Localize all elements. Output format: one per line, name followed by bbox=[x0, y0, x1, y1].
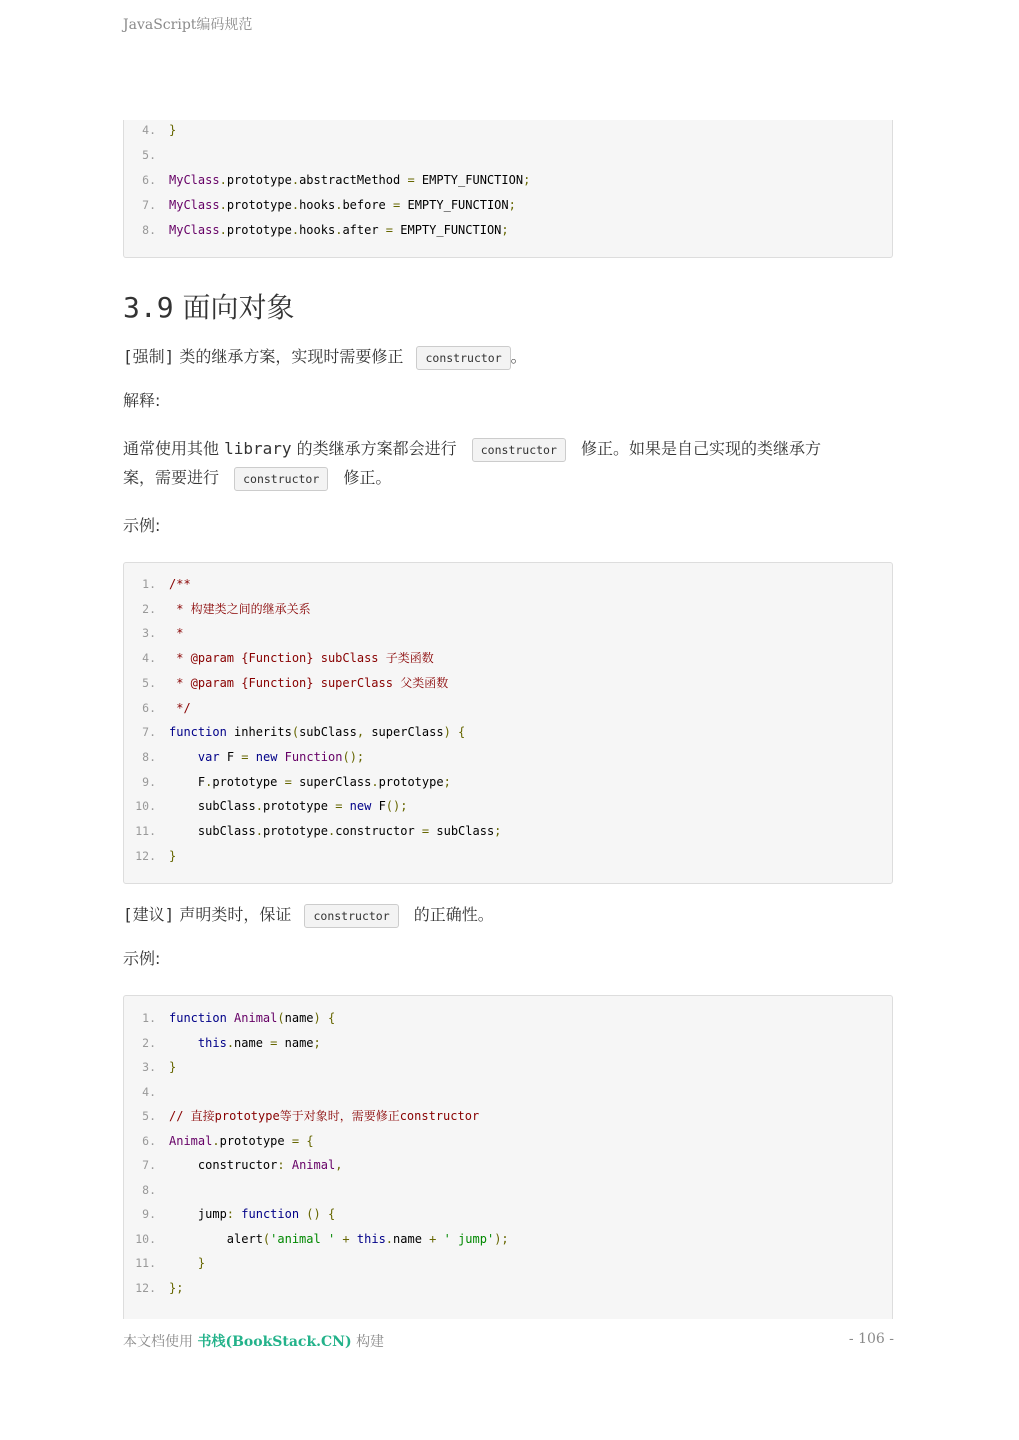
code-text bbox=[169, 1253, 205, 1273]
code-token: prototype bbox=[378, 774, 444, 789]
code-token: (); bbox=[342, 749, 365, 764]
code-token: subClass bbox=[299, 725, 357, 740]
code-block-1 bbox=[123, 120, 893, 258]
code-token: // 直接prototype等于对象时，需要修正constructor bbox=[169, 1109, 480, 1123]
code-text bbox=[169, 1033, 321, 1053]
code-token: = bbox=[335, 799, 343, 814]
code-line bbox=[124, 648, 892, 668]
code-token bbox=[321, 1011, 328, 1025]
code-token: F bbox=[371, 799, 386, 814]
code-line bbox=[124, 796, 892, 816]
code-token: ; bbox=[523, 173, 531, 187]
rule-tag: [强制] bbox=[123, 347, 175, 366]
code-text bbox=[169, 623, 183, 643]
code-line bbox=[124, 1253, 892, 1273]
code-token: ( bbox=[262, 1231, 271, 1246]
code-token: Function bbox=[284, 749, 343, 764]
code-token: . bbox=[291, 198, 300, 212]
line-number: 1. bbox=[142, 1011, 156, 1025]
explain-label: 解释: bbox=[123, 391, 161, 410]
code-token: prototype bbox=[226, 173, 292, 187]
rule-text: 声明类时，保证 bbox=[179, 905, 292, 924]
code-token bbox=[436, 1232, 443, 1246]
code-token: { bbox=[328, 1011, 336, 1025]
line-number: 6. bbox=[142, 700, 156, 715]
code-token: new bbox=[349, 799, 372, 814]
code-text bbox=[169, 599, 311, 619]
code-token: = bbox=[241, 749, 249, 764]
line-number: 12. bbox=[135, 848, 156, 863]
inline-code-constructor: constructor bbox=[234, 467, 328, 491]
code-token: ; bbox=[443, 774, 451, 789]
code-text bbox=[169, 1278, 183, 1298]
code-token: = bbox=[291, 1133, 300, 1148]
explain-text-4: 案，需要进行 bbox=[123, 468, 220, 487]
code-token: this bbox=[356, 1231, 386, 1246]
code-token: after bbox=[342, 223, 386, 237]
code-token: { bbox=[306, 1133, 314, 1148]
code-line bbox=[124, 623, 892, 643]
code-token: prototype bbox=[262, 799, 336, 814]
code-line bbox=[124, 220, 892, 240]
code-token: } bbox=[197, 1256, 206, 1270]
code-token: * @param {Function} subClass 子类函数 bbox=[169, 651, 434, 666]
code-token: name bbox=[277, 1035, 314, 1050]
code-line bbox=[124, 1106, 892, 1126]
code-text bbox=[169, 120, 176, 140]
rule-end: 。 bbox=[510, 347, 527, 366]
code-token: function bbox=[241, 1207, 300, 1221]
code-token: MyClass bbox=[169, 223, 220, 237]
line-number: 4. bbox=[142, 651, 156, 666]
code-token: = bbox=[270, 1035, 278, 1050]
code-token bbox=[169, 1036, 198, 1050]
line-number: 3. bbox=[142, 1060, 156, 1074]
code-token: = bbox=[393, 198, 401, 212]
line-number: 6. bbox=[142, 1133, 156, 1148]
code-line bbox=[124, 145, 892, 165]
line-number: 4. bbox=[142, 123, 156, 137]
code-block-2 bbox=[123, 562, 893, 884]
footer-brand-link[interactable]: 书栈(BookStack.CN) bbox=[197, 1334, 352, 1350]
code-token: function bbox=[169, 1011, 227, 1025]
code-token: ; bbox=[494, 824, 502, 838]
code-token: jump bbox=[169, 1207, 227, 1221]
code-token: ) bbox=[313, 1011, 321, 1025]
code-token: . bbox=[212, 1133, 220, 1148]
code-token: alert bbox=[169, 1231, 263, 1246]
explain-library: library bbox=[224, 439, 292, 458]
code-token: superClass bbox=[291, 774, 372, 789]
explain-text-5: 修正。 bbox=[343, 468, 392, 487]
code-line bbox=[124, 1057, 892, 1077]
line-number: 9. bbox=[142, 1207, 156, 1221]
code-token: . bbox=[255, 799, 263, 814]
code-token: ; bbox=[313, 1035, 321, 1050]
code-line bbox=[124, 1180, 892, 1200]
code-token: F bbox=[219, 749, 242, 764]
code-token: before bbox=[342, 198, 394, 212]
code-text bbox=[169, 1131, 314, 1151]
code-token: name bbox=[284, 1011, 314, 1025]
rule-mandatory bbox=[123, 342, 893, 371]
code-token: subClass bbox=[169, 824, 256, 838]
code-token: name bbox=[234, 1035, 271, 1050]
code-token: ( bbox=[277, 1011, 285, 1025]
code-token: . bbox=[219, 173, 227, 187]
explain-text-2: 的类继承方案都会进行 bbox=[296, 439, 457, 458]
line-number: 10. bbox=[135, 1231, 156, 1246]
code-token: } bbox=[169, 1060, 177, 1074]
line-number: 7. bbox=[142, 1158, 156, 1172]
code-token: . bbox=[371, 774, 379, 789]
line-number: 3. bbox=[142, 626, 156, 641]
document-header: JavaScript编码规范 bbox=[123, 17, 253, 33]
section-title: 面向对象 bbox=[182, 291, 295, 324]
code-token: constructor bbox=[169, 1158, 278, 1172]
section-heading bbox=[123, 286, 295, 326]
code-line bbox=[124, 821, 892, 841]
code-token: subClass bbox=[429, 824, 495, 838]
code-line bbox=[124, 722, 892, 742]
code-block-3 bbox=[123, 995, 893, 1319]
code-token: (); bbox=[385, 799, 408, 814]
section-number: 3.9 bbox=[123, 291, 174, 324]
code-token: prototype bbox=[226, 198, 292, 212]
code-token: } bbox=[169, 848, 177, 863]
code-token: . bbox=[335, 223, 343, 237]
line-number: 8. bbox=[142, 223, 156, 237]
code-token: name bbox=[393, 1231, 430, 1246]
code-text bbox=[169, 1057, 176, 1077]
code-token: EMPTY_FUNCTION bbox=[393, 223, 502, 237]
line-number: 9. bbox=[142, 774, 156, 789]
code-token: abstractMethod bbox=[299, 173, 408, 187]
line-number: 5. bbox=[142, 1109, 156, 1123]
code-line bbox=[124, 574, 892, 594]
code-token bbox=[285, 1158, 292, 1172]
line-number: 11. bbox=[135, 824, 156, 838]
code-text bbox=[169, 796, 407, 816]
inline-code-constructor: constructor bbox=[472, 438, 566, 462]
code-line bbox=[124, 120, 892, 140]
code-token: ' jump' bbox=[443, 1231, 495, 1246]
code-text bbox=[169, 673, 448, 693]
code-token: . bbox=[385, 1231, 394, 1246]
code-token: ) bbox=[443, 725, 451, 740]
code-token: EMPTY_FUNCTION bbox=[400, 198, 509, 212]
code-token: var bbox=[197, 749, 220, 764]
code-token bbox=[249, 750, 256, 764]
code-text bbox=[169, 772, 451, 792]
code-token: : bbox=[226, 1207, 235, 1221]
code-line bbox=[124, 1131, 892, 1151]
inline-code-constructor: constructor bbox=[304, 904, 398, 928]
code-token: } bbox=[169, 123, 177, 137]
code-text bbox=[169, 722, 465, 742]
code-text bbox=[169, 698, 191, 718]
code-token: . bbox=[205, 774, 213, 789]
code-text bbox=[169, 170, 530, 190]
code-text bbox=[169, 648, 434, 668]
code-line bbox=[124, 1008, 892, 1028]
code-token bbox=[321, 1207, 328, 1221]
code-token: . bbox=[219, 198, 227, 212]
line-number: 6. bbox=[142, 173, 156, 187]
line-number: 11. bbox=[135, 1256, 156, 1270]
code-token: = bbox=[421, 824, 430, 838]
rule-text: 类的继承方案，实现时需要修正 bbox=[179, 347, 404, 366]
code-token bbox=[227, 1011, 234, 1025]
code-token: ; bbox=[501, 223, 509, 237]
code-text bbox=[169, 1008, 335, 1028]
code-line bbox=[124, 170, 892, 190]
code-token bbox=[277, 750, 284, 764]
code-text bbox=[169, 1106, 479, 1126]
code-token: , bbox=[356, 725, 365, 740]
code-token bbox=[169, 1256, 198, 1270]
rule-recommend bbox=[123, 900, 893, 929]
code-token: . bbox=[219, 223, 227, 237]
code-token: + bbox=[429, 1231, 437, 1246]
code-text bbox=[169, 574, 191, 594]
code-token bbox=[350, 1232, 357, 1246]
code-token: hooks bbox=[299, 198, 336, 212]
code-token: ); bbox=[494, 1231, 509, 1246]
code-token: }; bbox=[169, 1280, 184, 1295]
code-token: function bbox=[169, 725, 227, 740]
code-token: hooks bbox=[299, 223, 336, 237]
code-token: . bbox=[335, 198, 343, 212]
example-label: 示例: bbox=[123, 516, 161, 535]
code-token: Animal bbox=[234, 1011, 278, 1025]
code-token bbox=[169, 750, 198, 764]
line-number: 8. bbox=[142, 1182, 156, 1197]
line-number: 10. bbox=[135, 799, 156, 814]
footer-prefix: 本文档使用 bbox=[123, 1334, 193, 1350]
line-number: 12. bbox=[135, 1280, 156, 1295]
code-token: . bbox=[255, 824, 263, 838]
code-line bbox=[124, 195, 892, 215]
explain-text-3: 修正。如果是自己实现的类继承方 bbox=[581, 439, 822, 458]
code-token: () bbox=[306, 1207, 321, 1221]
code-token: constructor bbox=[335, 824, 422, 838]
code-token: = bbox=[385, 223, 394, 237]
explain-text-1: 通常使用其他 bbox=[123, 439, 220, 458]
code-token: , bbox=[335, 1158, 343, 1172]
code-token: subClass bbox=[169, 799, 256, 814]
code-text bbox=[169, 747, 364, 767]
code-token bbox=[342, 799, 349, 813]
code-text bbox=[169, 821, 501, 841]
code-line bbox=[124, 599, 892, 619]
code-token bbox=[451, 725, 458, 739]
code-token: ( bbox=[291, 725, 300, 740]
code-token: * 构建类之间的继承关系 bbox=[169, 601, 311, 616]
code-token: inherits bbox=[226, 725, 292, 740]
code-token: . bbox=[226, 1035, 235, 1050]
code-line bbox=[124, 1204, 892, 1224]
code-line bbox=[124, 747, 892, 767]
code-token: * @param {Function} superClass 父类函数 bbox=[169, 675, 449, 690]
code-token: MyClass bbox=[169, 198, 220, 212]
footer-suffix: 构建 bbox=[356, 1334, 385, 1350]
rule-tag: [建议] bbox=[123, 905, 175, 924]
code-line bbox=[124, 1082, 892, 1102]
code-token: F bbox=[169, 774, 206, 789]
code-line bbox=[124, 698, 892, 718]
code-token: = bbox=[407, 173, 415, 187]
code-text bbox=[169, 1229, 509, 1249]
code-line bbox=[124, 1278, 892, 1298]
example-label: 示例: bbox=[123, 949, 161, 968]
code-line bbox=[124, 846, 892, 866]
code-token: { bbox=[458, 725, 466, 740]
code-text bbox=[169, 1204, 335, 1224]
line-number: 7. bbox=[142, 725, 156, 740]
code-token: new bbox=[255, 749, 278, 764]
code-token: prototype bbox=[212, 774, 285, 789]
code-token: . bbox=[327, 824, 336, 838]
code-token: prototype bbox=[262, 824, 328, 838]
code-token: 'animal ' bbox=[270, 1231, 336, 1246]
code-line bbox=[124, 1155, 892, 1175]
code-text bbox=[169, 1155, 342, 1175]
code-token: /** bbox=[169, 577, 191, 591]
line-number: 2. bbox=[142, 1035, 156, 1050]
code-token: */ bbox=[169, 700, 191, 715]
footer-attribution bbox=[123, 1331, 384, 1351]
explain-paragraph bbox=[123, 434, 893, 492]
code-token: : bbox=[277, 1158, 285, 1172]
line-number: 1. bbox=[142, 577, 156, 591]
line-number: 2. bbox=[142, 601, 156, 616]
code-token: prototype bbox=[219, 1133, 292, 1148]
code-line bbox=[124, 1229, 892, 1249]
code-text bbox=[169, 846, 176, 866]
rule-end: 的正确性。 bbox=[413, 905, 494, 924]
code-token: . bbox=[291, 173, 300, 187]
code-token: { bbox=[327, 1207, 336, 1221]
line-number: 4. bbox=[142, 1084, 156, 1099]
code-token: ; bbox=[508, 198, 516, 212]
line-number: 8. bbox=[142, 749, 156, 764]
code-token: Animal bbox=[169, 1133, 213, 1148]
code-token: MyClass bbox=[169, 173, 220, 187]
code-line bbox=[124, 1033, 892, 1053]
line-number: 5. bbox=[142, 675, 156, 690]
code-line bbox=[124, 673, 892, 693]
code-token: prototype bbox=[226, 223, 292, 237]
code-token: = bbox=[284, 774, 292, 789]
code-token: . bbox=[291, 223, 300, 237]
code-line bbox=[124, 772, 892, 792]
code-token: EMPTY_FUNCTION bbox=[414, 173, 524, 187]
code-text bbox=[169, 220, 509, 240]
code-token: Animal bbox=[291, 1158, 336, 1172]
code-token: superClass bbox=[364, 725, 444, 740]
page-number: - 106 - bbox=[848, 1331, 894, 1347]
inline-code-constructor: constructor bbox=[416, 346, 510, 370]
code-text bbox=[169, 195, 516, 215]
code-token: this bbox=[197, 1035, 227, 1050]
code-token: * bbox=[169, 626, 184, 641]
code-token: + bbox=[342, 1231, 350, 1246]
line-number: 7. bbox=[142, 198, 156, 212]
line-number: 5. bbox=[142, 148, 156, 162]
